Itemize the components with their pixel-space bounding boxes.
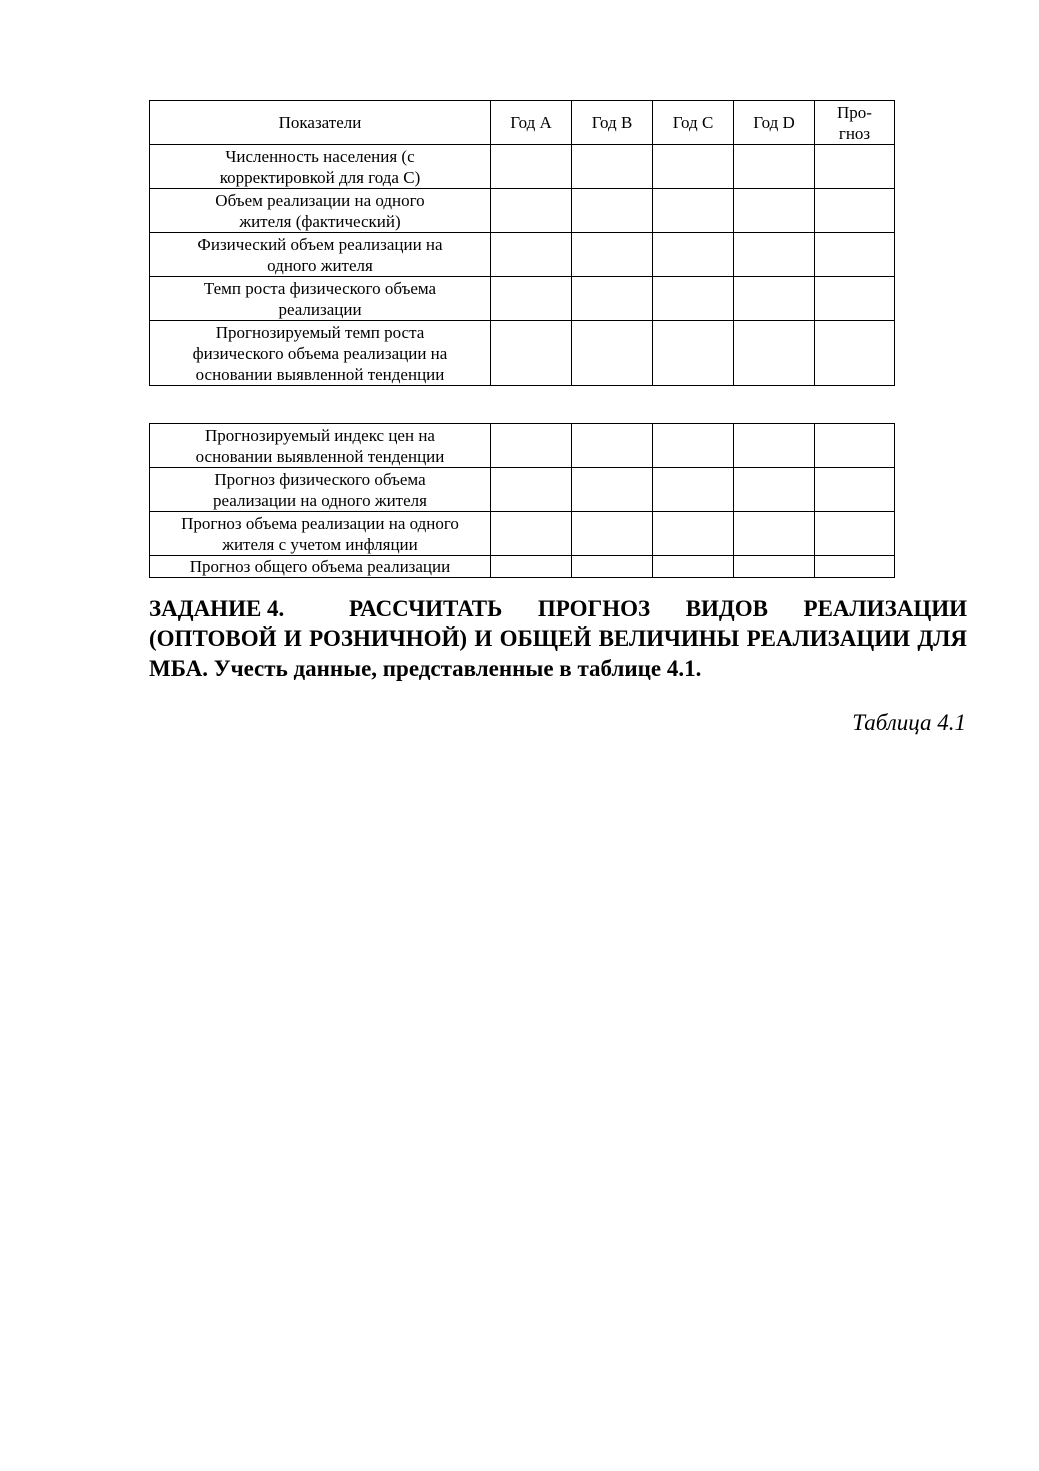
empty-cell	[734, 468, 815, 512]
task-statement	[149, 594, 967, 684]
empty-cell	[734, 233, 815, 277]
empty-cell	[572, 424, 653, 468]
empty-cell	[491, 468, 572, 512]
table-row	[150, 424, 895, 468]
empty-cell	[572, 145, 653, 189]
indicators-table-bottom	[149, 423, 895, 578]
empty-cell	[815, 189, 895, 233]
table-row	[150, 145, 895, 189]
empty-cell	[815, 277, 895, 321]
task-text: РАССЧИТАТЬ ПРОГНОЗ ВИДОВ РЕАЛИЗАЦИИ (ОПТОВОЙ И РОЗНИЧНОЙ) И ОБЩЕЙ ВЕЛИЧИНЫ РЕАЛИЗАЦИИ ДЛЯ МБА. Учесть данные, представленные в таблице 4.1.	[149, 596, 967, 681]
empty-cell	[491, 189, 572, 233]
empty-cell	[491, 145, 572, 189]
row-label: Прогноз общего объема реализации	[150, 556, 491, 578]
table-row	[150, 512, 895, 556]
empty-cell	[815, 512, 895, 556]
empty-cell	[653, 556, 734, 578]
header-year-a: Год А	[491, 101, 572, 145]
table-caption: Таблица 4.1	[852, 710, 966, 735]
empty-cell	[815, 233, 895, 277]
header-indicators: Показатели	[150, 101, 491, 145]
empty-cell	[653, 189, 734, 233]
row-label: Прогноз физического объема реализации на одного жителя	[150, 468, 491, 512]
empty-cell	[491, 321, 572, 386]
row-label: Прогнозируемый индекс цен на основании выявленной тенденции	[150, 424, 491, 468]
empty-cell	[815, 145, 895, 189]
table-row	[150, 468, 895, 512]
empty-cell	[491, 424, 572, 468]
empty-cell	[653, 424, 734, 468]
empty-cell	[734, 145, 815, 189]
task-number: ЗАДАНИЕ 4.	[149, 596, 285, 621]
empty-cell	[572, 321, 653, 386]
empty-cell	[653, 277, 734, 321]
row-label: Численность населения (с корректировкой для года С)	[150, 145, 491, 189]
table-row	[150, 321, 895, 386]
header-year-b: Год В	[572, 101, 653, 145]
table-row	[150, 233, 895, 277]
table-row	[150, 556, 895, 578]
empty-cell	[653, 512, 734, 556]
empty-cell	[491, 512, 572, 556]
table-row	[150, 189, 895, 233]
empty-cell	[653, 321, 734, 386]
empty-cell	[734, 189, 815, 233]
empty-cell	[653, 468, 734, 512]
empty-cell	[572, 277, 653, 321]
row-label: Физический объем реализации на одного жителя	[150, 233, 491, 277]
empty-cell	[572, 512, 653, 556]
empty-cell	[734, 512, 815, 556]
empty-cell	[653, 145, 734, 189]
empty-cell	[572, 468, 653, 512]
empty-cell	[734, 277, 815, 321]
row-label: Объем реализации на одного жителя (фактический)	[150, 189, 491, 233]
empty-cell	[734, 424, 815, 468]
header-year-c: Год С	[653, 101, 734, 145]
empty-cell	[572, 189, 653, 233]
empty-cell	[815, 556, 895, 578]
row-label: Прогнозируемый темп роста физического объема реализации на основании выявленной тенденции	[150, 321, 491, 386]
empty-cell	[491, 233, 572, 277]
empty-cell	[653, 233, 734, 277]
empty-cell	[815, 321, 895, 386]
empty-cell	[491, 556, 572, 578]
empty-cell	[815, 468, 895, 512]
row-label: Темп роста физического объема реализации	[150, 277, 491, 321]
empty-cell	[815, 424, 895, 468]
table-header-row	[150, 101, 895, 145]
empty-cell	[572, 233, 653, 277]
row-label: Прогноз объема реализации на одного жителя с учетом инфляции	[150, 512, 491, 556]
header-forecast: Про- гноз	[815, 101, 895, 145]
table-row	[150, 277, 895, 321]
empty-cell	[491, 277, 572, 321]
indicators-table-top	[149, 100, 895, 386]
empty-cell	[734, 556, 815, 578]
header-year-d: Год D	[734, 101, 815, 145]
empty-cell	[734, 321, 815, 386]
empty-cell	[572, 556, 653, 578]
